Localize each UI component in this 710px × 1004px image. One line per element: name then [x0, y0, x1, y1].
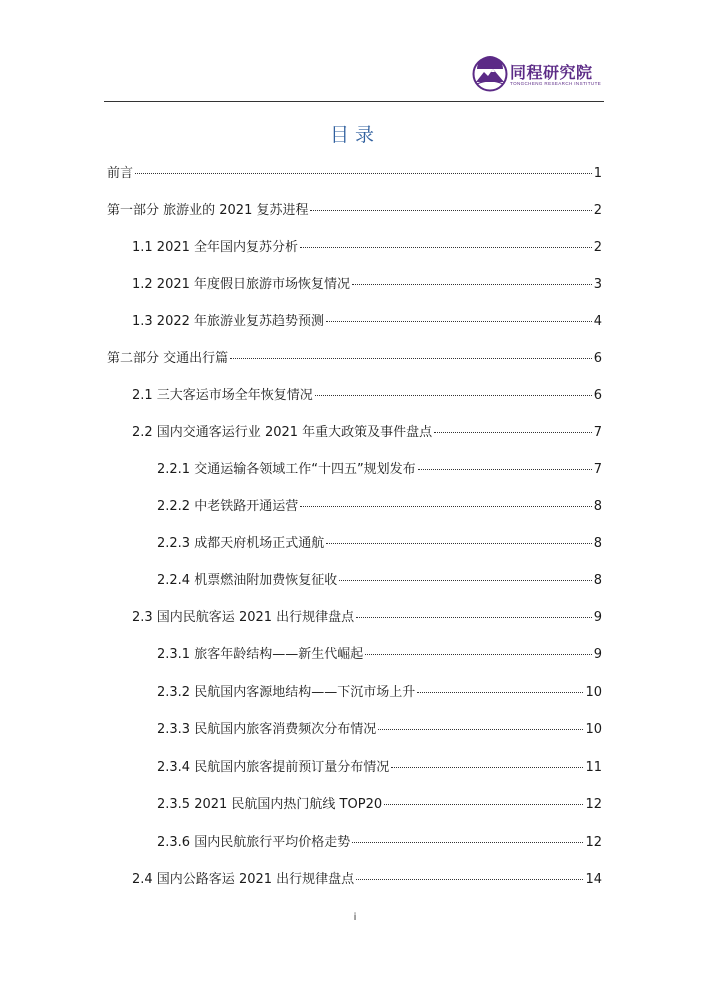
toc-entry-label: 2.2.2 中老铁路开通运营	[157, 499, 299, 514]
toc-entry-page: 8	[593, 573, 602, 588]
toc-entry[interactable]	[157, 796, 602, 814]
toc-entry-page: 10	[585, 722, 602, 737]
dot-leader	[391, 767, 583, 768]
toc-title: 目录	[329, 124, 380, 146]
dot-leader	[300, 247, 592, 248]
toc-entry[interactable]	[157, 498, 602, 516]
toc-entry-label: 第一部分 旅游业的 2021 复苏进程	[107, 203, 309, 218]
toc-entry-label: 2.4 国内公路客运 2021 出行规律盘点	[132, 872, 355, 887]
dot-leader	[230, 358, 592, 359]
toc-entry-label: 2.2.4 机票燃油附加费恢复征收	[157, 573, 338, 588]
toc-entry-page: 8	[593, 499, 602, 514]
dot-leader	[365, 654, 592, 655]
toc-entry[interactable]	[132, 609, 602, 627]
brand-logo	[472, 56, 604, 94]
toc-entry[interactable]	[132, 387, 602, 405]
dot-leader	[339, 580, 592, 581]
toc-entry-page: 9	[593, 610, 602, 625]
toc-entry-page: 10	[585, 685, 602, 700]
toc-entry-page: 12	[585, 797, 602, 812]
toc-entry[interactable]	[107, 202, 602, 220]
toc-entry-label: 2.1 三大客运市场全年恢复情况	[132, 388, 313, 403]
dot-leader	[352, 284, 592, 285]
toc-entry-page: 11	[585, 760, 602, 775]
dot-leader	[384, 804, 583, 805]
toc-entry-page: 6	[593, 351, 602, 366]
toc-entry[interactable]	[157, 759, 602, 777]
toc-entry-label: 2.2.3 成都天府机场正式通航	[157, 536, 325, 551]
logo-subtitle: TONGCHENG RESEARCH INSTITUTE	[510, 81, 602, 86]
dot-leader	[326, 543, 592, 544]
toc-entry-label: 前言	[107, 166, 134, 181]
toc-entry[interactable]	[107, 165, 602, 183]
mountain-emblem-icon	[472, 56, 508, 92]
toc-entry-page: 12	[585, 835, 602, 850]
toc-entry[interactable]	[132, 276, 602, 294]
dot-leader	[135, 173, 592, 174]
toc-entry[interactable]	[157, 646, 602, 664]
toc-entry-label: 2.3.2 民航国内客源地结构——下沉市场上升	[157, 685, 416, 700]
toc-entry-label: 2.3 国内民航客运 2021 出行规律盘点	[132, 610, 355, 625]
dot-leader	[326, 321, 592, 322]
page-number: i	[353, 912, 357, 923]
toc-entry-label: 2.2.1 交通运输各领域工作“十四五”规划发布	[157, 462, 416, 477]
toc-entry[interactable]	[132, 239, 602, 257]
toc-entry[interactable]	[157, 721, 602, 739]
dot-leader	[418, 469, 592, 470]
dot-leader	[352, 842, 583, 843]
toc-entry-label: 2.3.3 民航国内旅客消费频次分布情况	[157, 722, 377, 737]
toc-entry-label: 2.3.1 旅客年龄结构——新生代崛起	[157, 647, 364, 662]
header-divider	[104, 101, 604, 102]
toc-entry-page: 1	[593, 166, 602, 181]
toc-entry-page: 14	[585, 872, 602, 887]
toc-entry-page: 2	[593, 240, 602, 255]
toc-entry-label: 2.3.4 民航国内旅客提前预订量分布情况	[157, 760, 390, 775]
toc-entry[interactable]	[132, 313, 602, 331]
dot-leader	[356, 617, 592, 618]
toc-entry[interactable]	[157, 834, 602, 852]
dot-leader	[310, 210, 591, 211]
logo-name: 同程研究院	[510, 63, 593, 82]
dot-leader	[315, 395, 592, 396]
toc-entry[interactable]	[132, 424, 602, 442]
toc-entry-page: 4	[593, 314, 602, 329]
toc-entry[interactable]	[157, 461, 602, 479]
toc-entry-page: 2	[593, 203, 602, 218]
toc-entry[interactable]	[157, 684, 602, 702]
dot-leader	[434, 432, 592, 433]
toc-entry-label: 2.3.5 2021 民航国内热门航线 TOP20	[157, 797, 383, 812]
toc-entry-page: 7	[593, 425, 602, 440]
dot-leader	[417, 692, 583, 693]
toc-entry-page: 6	[593, 388, 602, 403]
toc-entry-page: 9	[593, 647, 602, 662]
toc-entry[interactable]	[107, 350, 602, 368]
toc-entry-label: 1.1 2021 全年国内复苏分析	[132, 240, 299, 255]
toc-entry-label: 2.3.6 国内民航旅行平均价格走势	[157, 835, 351, 850]
toc-entry-page: 7	[593, 462, 602, 477]
toc-entry[interactable]	[157, 572, 602, 590]
toc-entry-page: 3	[593, 277, 602, 292]
dot-leader	[356, 879, 583, 880]
toc-entry-label: 第二部分 交通出行篇	[107, 351, 229, 366]
toc-entry-page: 8	[593, 536, 602, 551]
dot-leader	[378, 729, 583, 730]
toc-entry-label: 2.2 国内交通客运行业 2021 年重大政策及事件盘点	[132, 425, 433, 440]
toc-entry[interactable]	[132, 871, 602, 889]
toc-entry-label: 1.2 2021 年度假日旅游市场恢复情况	[132, 277, 351, 292]
toc-entry-label: 1.3 2022 年旅游业复苏趋势预测	[132, 314, 325, 329]
dot-leader	[300, 506, 592, 507]
toc-entry[interactable]	[157, 535, 602, 553]
